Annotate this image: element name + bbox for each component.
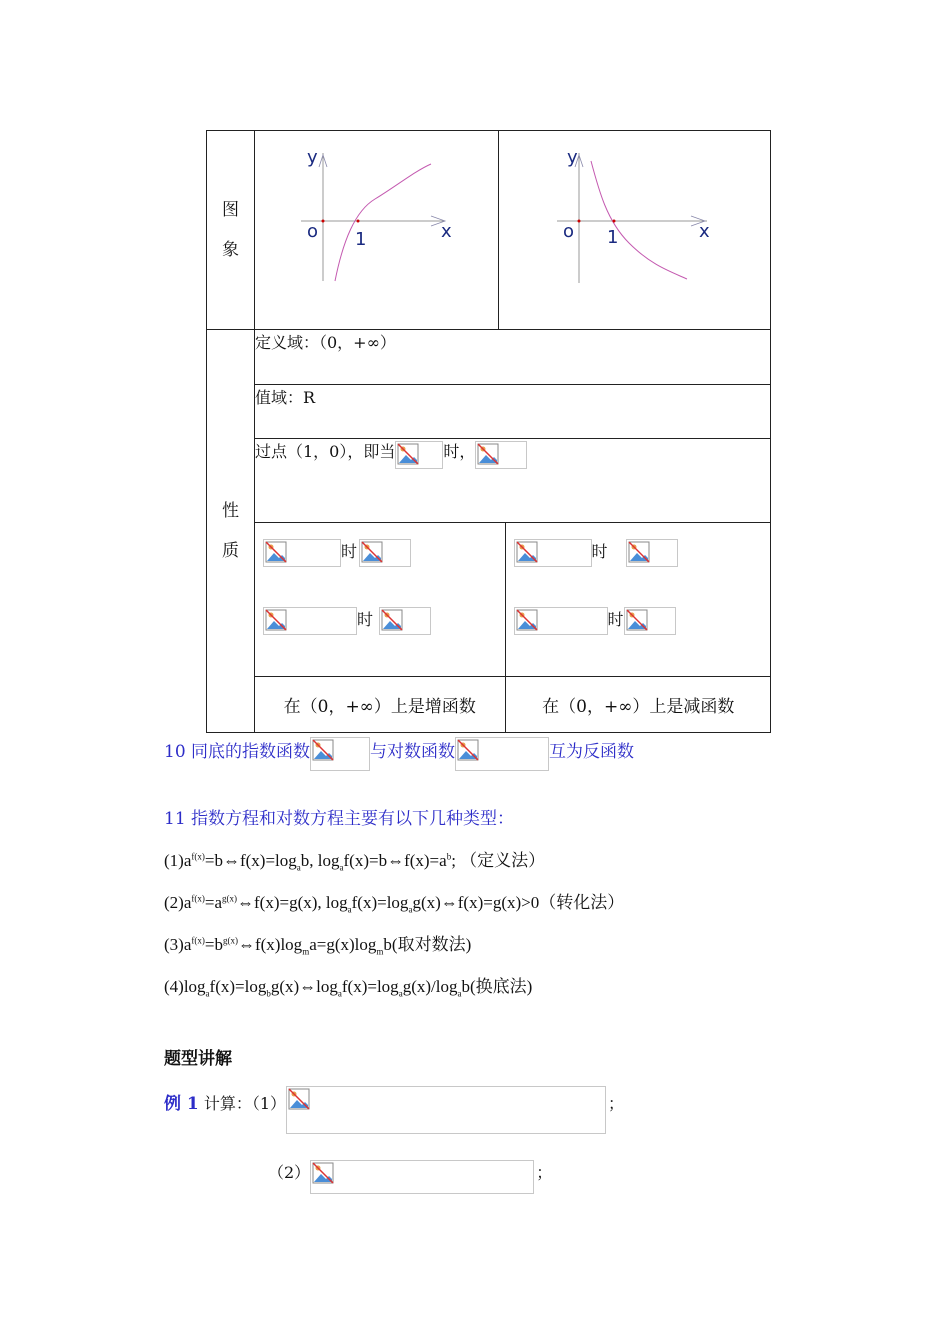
broken-image-icon bbox=[397, 443, 419, 465]
broken-image bbox=[286, 1086, 606, 1134]
semicolon: ； bbox=[608, 1094, 625, 1113]
inequality-cell-left bbox=[255, 522, 505, 676]
fixed-point-cell bbox=[255, 438, 771, 522]
axis-label-y: y bbox=[307, 147, 318, 168]
broken-image-icon bbox=[626, 609, 648, 631]
equation-line-1: $(1)a^{f(x)}=b\Leftrightarrow f(x)=\log_ab$, $\log_af(x)=b\Leftrightarrow f(x)=a^b$; （定义法） bbox=[164, 851, 546, 873]
broken-image bbox=[263, 539, 341, 567]
equation-line-3: $(3)a^{f(x)}=b^{g(x)}\Leftrightarrow f(x)\log_ma=g(x)\log_mb$(取对数法) bbox=[164, 935, 472, 957]
inequality-cell-right bbox=[505, 522, 771, 676]
broken-image bbox=[310, 1160, 534, 1194]
broken-image-icon bbox=[516, 541, 538, 563]
graph-cell-left bbox=[255, 131, 499, 330]
broken-image bbox=[624, 607, 676, 635]
properties-table bbox=[206, 130, 771, 733]
axis-label-y: y bbox=[567, 147, 578, 168]
item-10-part-c: 互为反函数 bbox=[549, 742, 635, 762]
broken-image bbox=[455, 737, 549, 771]
item-10-part-a: 10 同底的指数函数 bbox=[164, 742, 311, 762]
example-label: 例 1 bbox=[164, 1094, 199, 1114]
axis-label-x: x bbox=[699, 221, 710, 242]
broken-image bbox=[263, 607, 357, 635]
broken-image-icon bbox=[361, 541, 383, 563]
shi-text: 时 bbox=[357, 609, 374, 629]
range-text: 值域：R bbox=[255, 384, 771, 438]
properties-inner bbox=[255, 330, 771, 732]
broken-image bbox=[514, 607, 608, 635]
broken-image-icon bbox=[628, 541, 650, 563]
decreasing-text: 在（0，+∞）上是减函数 bbox=[505, 676, 771, 732]
broken-image bbox=[514, 539, 592, 567]
example-1-part-2 bbox=[268, 1160, 552, 1194]
equation-line-4: $(4)\log_af(x)=\log_bg(x)\Leftrightarrow\log_af(x)=\log_ag(x)/\log_ab$(换底法) bbox=[164, 977, 533, 999]
broken-image-icon bbox=[265, 541, 287, 563]
graph-cell-right bbox=[499, 131, 771, 330]
one-label: 1 bbox=[607, 227, 619, 248]
fixed-point-text: 过点（1，0），即当 bbox=[255, 441, 396, 461]
broken-image-icon bbox=[477, 443, 499, 465]
item-10-part-b: 与对数函数 bbox=[370, 742, 456, 762]
log-graph-increasing bbox=[255, 131, 499, 330]
broken-image bbox=[379, 607, 431, 635]
broken-image bbox=[626, 539, 678, 567]
shi-text: 时 bbox=[341, 541, 358, 561]
broken-image-icon bbox=[516, 609, 538, 631]
broken-image-icon bbox=[288, 1088, 310, 1110]
row-label-image: 图 象 bbox=[207, 131, 255, 330]
broken-image-icon bbox=[457, 739, 479, 761]
item-11-title: 11 指数方程和对数方程主要有以下几种类型： bbox=[164, 809, 515, 829]
part-2-label: （2） bbox=[268, 1163, 311, 1182]
equation-line-2: $(2)a^{f(x)}=a^{g(x)}\Leftrightarrow f(x)=g(x)$, $\log_af(x)=\log_ag(x)\Leftrightarrow f(x)=g(x)>0$（转化法） bbox=[164, 893, 625, 915]
example-text: 计算：（1） bbox=[203, 1094, 287, 1113]
origin-label: o bbox=[307, 221, 319, 242]
shi-text: 时， bbox=[443, 441, 476, 461]
log-graph-decreasing bbox=[499, 131, 771, 330]
one-label: 1 bbox=[355, 229, 367, 250]
broken-image-icon bbox=[381, 609, 403, 631]
section-title: 题型讲解 bbox=[164, 1049, 232, 1069]
broken-image-icon bbox=[312, 739, 334, 761]
axis-label-x: x bbox=[441, 221, 452, 242]
broken-image bbox=[359, 539, 411, 567]
example-1 bbox=[164, 1084, 624, 1134]
shi-text: 时 bbox=[591, 541, 608, 561]
broken-image-icon bbox=[312, 1162, 334, 1184]
domain-text: 定义域：（0，+∞） bbox=[255, 330, 771, 384]
semicolon: ； bbox=[536, 1163, 553, 1182]
broken-image bbox=[310, 737, 370, 771]
origin-label: o bbox=[563, 221, 575, 242]
item-10 bbox=[164, 737, 634, 771]
shi-text: 时 bbox=[607, 609, 624, 629]
broken-image bbox=[475, 441, 527, 469]
row-label-properties: 性 质 bbox=[207, 330, 255, 733]
increasing-text: 在（0，+∞）上是增函数 bbox=[255, 676, 505, 732]
broken-image bbox=[395, 441, 443, 469]
broken-image-icon bbox=[265, 609, 287, 631]
